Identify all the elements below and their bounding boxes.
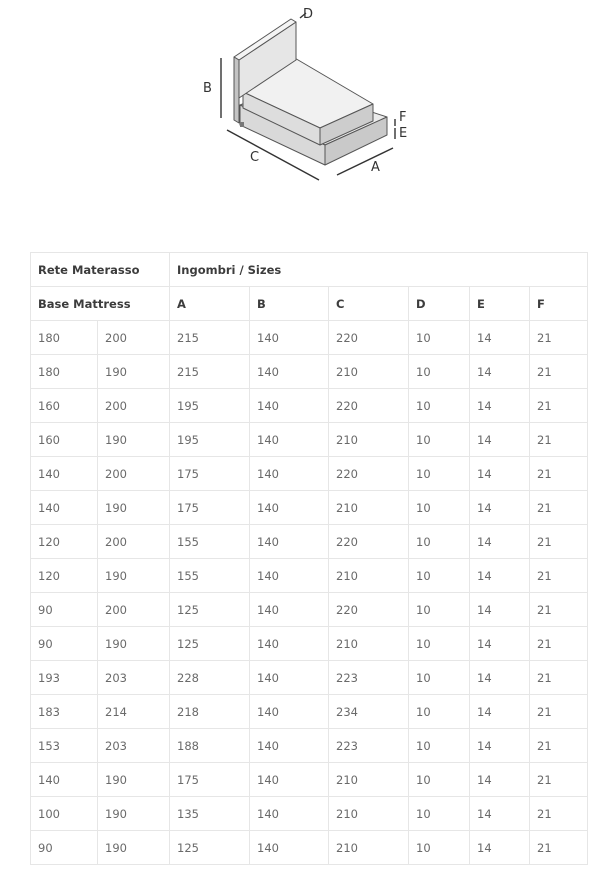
table-cell: 175 <box>170 457 250 491</box>
table-cell: 10 <box>409 729 470 763</box>
table-cell: 140 <box>250 525 329 559</box>
table-cell: 140 <box>250 491 329 525</box>
table-cell: 175 <box>170 763 250 797</box>
table-cell: 14 <box>470 695 530 729</box>
table-cell: 215 <box>170 321 250 355</box>
table-cell: 188 <box>170 729 250 763</box>
table-row <box>31 627 588 661</box>
table-cell: 223 <box>329 729 409 763</box>
table-row <box>31 491 588 525</box>
table-cell: 214 <box>98 695 170 729</box>
table-cell: 140 <box>31 457 98 491</box>
table-cell: 21 <box>530 457 588 491</box>
table-cell: 14 <box>470 763 530 797</box>
table-cell: 135 <box>170 797 250 831</box>
table-cell: 190 <box>98 797 170 831</box>
sizes-table <box>30 252 588 865</box>
table-cell: 90 <box>31 593 98 627</box>
table-cell: 140 <box>250 457 329 491</box>
table-cell: 160 <box>31 389 98 423</box>
table-cell: 90 <box>31 627 98 661</box>
table-cell: 203 <box>98 729 170 763</box>
table-cell: 140 <box>250 355 329 389</box>
table-cell: 14 <box>470 661 530 695</box>
column-header-row <box>31 287 588 321</box>
table-cell: 21 <box>530 627 588 661</box>
table-cell: 183 <box>31 695 98 729</box>
ingombri-sizes-header: Ingombri / Sizes <box>170 253 588 287</box>
table-cell: 10 <box>409 627 470 661</box>
dimension-label-c: C <box>250 150 260 165</box>
table-cell: 14 <box>470 559 530 593</box>
table-cell: 21 <box>530 355 588 389</box>
rete-materasso-header: Rete Materasso <box>31 253 170 287</box>
table-cell: 228 <box>170 661 250 695</box>
table-cell: 125 <box>170 627 250 661</box>
column-header-c: C <box>329 287 409 321</box>
table-cell: 125 <box>170 593 250 627</box>
table-cell: 140 <box>250 593 329 627</box>
table-cell: 210 <box>329 559 409 593</box>
table-cell: 190 <box>98 831 170 865</box>
table-cell: 210 <box>329 355 409 389</box>
table-cell: 10 <box>409 491 470 525</box>
dimension-label-b: B <box>203 81 212 96</box>
table-cell: 190 <box>98 627 170 661</box>
table-cell: 21 <box>530 423 588 457</box>
column-header-d: D <box>409 287 470 321</box>
table-cell: 10 <box>409 661 470 695</box>
table-cell: 10 <box>409 593 470 627</box>
table-cell: 220 <box>329 457 409 491</box>
table-cell: 140 <box>250 389 329 423</box>
table-cell: 14 <box>470 729 530 763</box>
table-cell: 220 <box>329 321 409 355</box>
dimension-label-a: A <box>371 160 380 175</box>
table-cell: 220 <box>329 593 409 627</box>
bed-illustration <box>234 19 387 165</box>
table-cell: 10 <box>409 831 470 865</box>
table-cell: 140 <box>250 797 329 831</box>
table-cell: 10 <box>409 559 470 593</box>
group-header-row <box>31 253 588 287</box>
table-cell: 120 <box>31 559 98 593</box>
dimension-label-d: D <box>303 7 314 22</box>
table-cell: 21 <box>530 831 588 865</box>
table-cell: 210 <box>329 831 409 865</box>
table-row <box>31 593 588 627</box>
table-cell: 155 <box>170 525 250 559</box>
table-cell: 140 <box>250 695 329 729</box>
table-cell: 140 <box>250 627 329 661</box>
bed-dimension-diagram <box>195 2 420 187</box>
table-row <box>31 423 588 457</box>
table-cell: 190 <box>98 559 170 593</box>
table-cell: 10 <box>409 423 470 457</box>
table-cell: 193 <box>31 661 98 695</box>
table-row <box>31 661 588 695</box>
table-cell: 21 <box>530 661 588 695</box>
table-cell: 210 <box>329 797 409 831</box>
table-cell: 210 <box>329 763 409 797</box>
table-cell: 210 <box>329 423 409 457</box>
table-cell: 10 <box>409 695 470 729</box>
table-cell: 10 <box>409 321 470 355</box>
table-row <box>31 355 588 389</box>
table-cell: 153 <box>31 729 98 763</box>
column-header-f: F <box>530 287 588 321</box>
table-cell: 180 <box>31 355 98 389</box>
dimension-label-e: E <box>399 126 408 141</box>
table-row <box>31 695 588 729</box>
table-cell: 14 <box>470 423 530 457</box>
table-cell: 10 <box>409 525 470 559</box>
table-cell: 10 <box>409 797 470 831</box>
column-header-a: A <box>170 287 250 321</box>
table-cell: 203 <box>98 661 170 695</box>
table-cell: 210 <box>329 491 409 525</box>
table-cell: 155 <box>170 559 250 593</box>
table-cell: 215 <box>170 355 250 389</box>
table-cell: 10 <box>409 763 470 797</box>
table-cell: 21 <box>530 763 588 797</box>
table-cell: 195 <box>170 423 250 457</box>
table-row <box>31 797 588 831</box>
table-row <box>31 525 588 559</box>
table-cell: 200 <box>98 389 170 423</box>
table-cell: 140 <box>250 729 329 763</box>
table-row <box>31 559 588 593</box>
table-cell: 195 <box>170 389 250 423</box>
table-cell: 140 <box>31 763 98 797</box>
table-cell: 10 <box>409 457 470 491</box>
table-cell: 14 <box>470 491 530 525</box>
table-cell: 200 <box>98 321 170 355</box>
table-cell: 21 <box>530 729 588 763</box>
table-cell: 190 <box>98 423 170 457</box>
table-cell: 140 <box>250 423 329 457</box>
table-cell: 21 <box>530 321 588 355</box>
table-row <box>31 457 588 491</box>
table-cell: 190 <box>98 491 170 525</box>
table-cell: 180 <box>31 321 98 355</box>
table-row <box>31 763 588 797</box>
table-cell: 21 <box>530 593 588 627</box>
dimension-label-f: F <box>399 110 407 125</box>
table-cell: 175 <box>170 491 250 525</box>
table-cell: 14 <box>470 389 530 423</box>
table-cell: 190 <box>98 355 170 389</box>
table-cell: 90 <box>31 831 98 865</box>
table-cell: 10 <box>409 355 470 389</box>
table-cell: 140 <box>250 321 329 355</box>
table-cell: 140 <box>250 763 329 797</box>
table-cell: 140 <box>250 661 329 695</box>
table-cell: 200 <box>98 593 170 627</box>
base-mattress-header: Base Mattress <box>31 287 170 321</box>
table-cell: 21 <box>530 695 588 729</box>
table-cell: 160 <box>31 423 98 457</box>
table-cell: 140 <box>250 559 329 593</box>
table-cell: 14 <box>470 797 530 831</box>
table-cell: 14 <box>470 321 530 355</box>
table-cell: 140 <box>31 491 98 525</box>
table-cell: 200 <box>98 525 170 559</box>
table-cell: 21 <box>530 559 588 593</box>
column-header-b: B <box>250 287 329 321</box>
table-row <box>31 729 588 763</box>
table-cell: 10 <box>409 389 470 423</box>
table-row <box>31 831 588 865</box>
table-cell: 14 <box>470 627 530 661</box>
table-cell: 190 <box>98 763 170 797</box>
table-cell: 14 <box>470 525 530 559</box>
column-header-e: E <box>470 287 530 321</box>
table-cell: 21 <box>530 797 588 831</box>
table-cell: 21 <box>530 525 588 559</box>
table-cell: 234 <box>329 695 409 729</box>
table-cell: 21 <box>530 389 588 423</box>
table-cell: 120 <box>31 525 98 559</box>
table-cell: 14 <box>470 457 530 491</box>
table-cell: 218 <box>170 695 250 729</box>
table-row <box>31 321 588 355</box>
table-cell: 220 <box>329 525 409 559</box>
table-cell: 140 <box>250 831 329 865</box>
table-cell: 223 <box>329 661 409 695</box>
table-cell: 220 <box>329 389 409 423</box>
table-cell: 200 <box>98 457 170 491</box>
table-row <box>31 389 588 423</box>
table-cell: 125 <box>170 831 250 865</box>
table-cell: 210 <box>329 627 409 661</box>
table-cell: 21 <box>530 491 588 525</box>
table-cell: 14 <box>470 831 530 865</box>
table-cell: 14 <box>470 355 530 389</box>
table-cell: 100 <box>31 797 98 831</box>
table-cell: 14 <box>470 593 530 627</box>
